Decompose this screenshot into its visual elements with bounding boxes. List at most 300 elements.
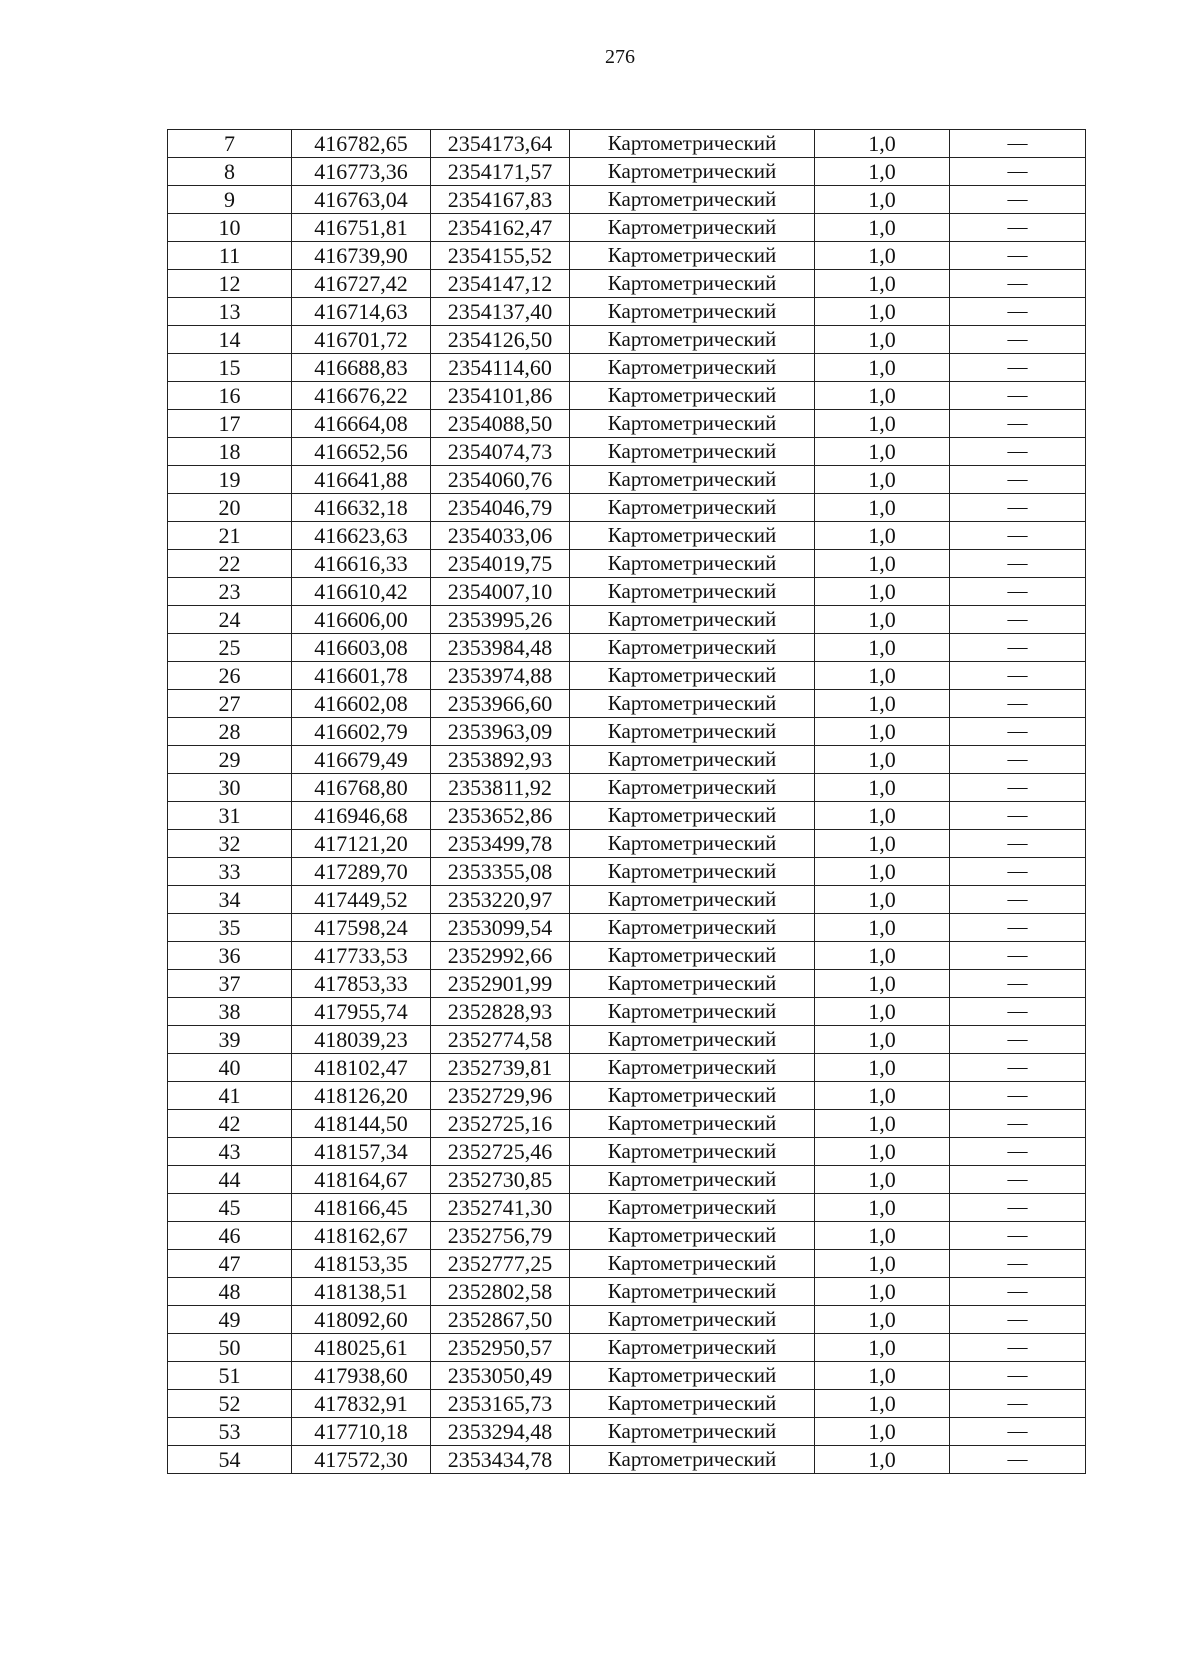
note-dash-cell: —: [950, 1418, 1086, 1446]
point-number-cell: 41: [168, 1082, 292, 1110]
point-number-cell: 27: [168, 690, 292, 718]
point-number-cell: 38: [168, 998, 292, 1026]
point-number-cell: 52: [168, 1390, 292, 1418]
y-coordinate-cell: 2354155,52: [431, 242, 570, 270]
accuracy-cell: 1,0: [815, 1194, 950, 1222]
point-number-cell: 49: [168, 1306, 292, 1334]
note-dash-cell: —: [950, 1026, 1086, 1054]
point-number-cell: 39: [168, 1026, 292, 1054]
x-coordinate-cell: 416606,00: [292, 606, 431, 634]
accuracy-cell: 1,0: [815, 1250, 950, 1278]
note-dash-cell: —: [950, 1110, 1086, 1138]
note-dash-cell: —: [950, 242, 1086, 270]
method-cell: Картометрический: [570, 1390, 815, 1418]
x-coordinate-cell: 416602,08: [292, 690, 431, 718]
accuracy-cell: 1,0: [815, 970, 950, 998]
table-row: [168, 1138, 1086, 1166]
method-cell: Картометрический: [570, 746, 815, 774]
accuracy-cell: 1,0: [815, 1446, 950, 1474]
y-coordinate-cell: 2352992,66: [431, 942, 570, 970]
table-row: [168, 354, 1086, 382]
table-row: [168, 242, 1086, 270]
x-coordinate-cell: 418092,60: [292, 1306, 431, 1334]
x-coordinate-cell: 416616,33: [292, 550, 431, 578]
x-coordinate-cell: 417710,18: [292, 1418, 431, 1446]
point-number-cell: 9: [168, 186, 292, 214]
x-coordinate-cell: 416714,63: [292, 298, 431, 326]
x-coordinate-cell: 416602,79: [292, 718, 431, 746]
table-row: [168, 326, 1086, 354]
note-dash-cell: —: [950, 886, 1086, 914]
x-coordinate-cell: 416652,56: [292, 438, 431, 466]
note-dash-cell: —: [950, 298, 1086, 326]
method-cell: Картометрический: [570, 550, 815, 578]
accuracy-cell: 1,0: [815, 382, 950, 410]
method-cell: Картометрический: [570, 998, 815, 1026]
table-row: [168, 1026, 1086, 1054]
method-cell: Картометрический: [570, 1166, 815, 1194]
x-coordinate-cell: 416739,90: [292, 242, 431, 270]
accuracy-cell: 1,0: [815, 998, 950, 1026]
y-coordinate-cell: 2353050,49: [431, 1362, 570, 1390]
table-row: [168, 522, 1086, 550]
method-cell: Картометрический: [570, 690, 815, 718]
accuracy-cell: 1,0: [815, 326, 950, 354]
method-cell: Картометрический: [570, 466, 815, 494]
accuracy-cell: 1,0: [815, 494, 950, 522]
point-number-cell: 22: [168, 550, 292, 578]
point-number-cell: 54: [168, 1446, 292, 1474]
accuracy-cell: 1,0: [815, 1222, 950, 1250]
table-row: [168, 214, 1086, 242]
x-coordinate-cell: 418126,20: [292, 1082, 431, 1110]
table-row: [168, 1306, 1086, 1334]
y-coordinate-cell: 2353294,48: [431, 1418, 570, 1446]
method-cell: Картометрический: [570, 1082, 815, 1110]
x-coordinate-cell: 416727,42: [292, 270, 431, 298]
y-coordinate-cell: 2352729,96: [431, 1082, 570, 1110]
method-cell: Картометрический: [570, 1306, 815, 1334]
accuracy-cell: 1,0: [815, 298, 950, 326]
method-cell: Картометрический: [570, 858, 815, 886]
table-row: [168, 914, 1086, 942]
y-coordinate-cell: 2352774,58: [431, 1026, 570, 1054]
point-number-cell: 23: [168, 578, 292, 606]
method-cell: Картометрический: [570, 494, 815, 522]
method-cell: Картометрический: [570, 242, 815, 270]
y-coordinate-cell: 2353966,60: [431, 690, 570, 718]
point-number-cell: 29: [168, 746, 292, 774]
y-coordinate-cell: 2354167,83: [431, 186, 570, 214]
method-cell: Картометрический: [570, 718, 815, 746]
table-row: [168, 270, 1086, 298]
method-cell: Картометрический: [570, 802, 815, 830]
accuracy-cell: 1,0: [815, 662, 950, 690]
note-dash-cell: —: [950, 746, 1086, 774]
point-number-cell: 44: [168, 1166, 292, 1194]
note-dash-cell: —: [950, 158, 1086, 186]
table-row: [168, 998, 1086, 1026]
table-row: [168, 1250, 1086, 1278]
point-number-cell: 13: [168, 298, 292, 326]
table-row: [168, 830, 1086, 858]
x-coordinate-cell: 416676,22: [292, 382, 431, 410]
point-number-cell: 7: [168, 130, 292, 158]
table-row: [168, 858, 1086, 886]
x-coordinate-cell: 416603,08: [292, 634, 431, 662]
note-dash-cell: —: [950, 438, 1086, 466]
method-cell: Картометрический: [570, 634, 815, 662]
y-coordinate-cell: 2353892,93: [431, 746, 570, 774]
x-coordinate-cell: 417733,53: [292, 942, 431, 970]
point-number-cell: 10: [168, 214, 292, 242]
x-coordinate-cell: 416688,83: [292, 354, 431, 382]
accuracy-cell: 1,0: [815, 858, 950, 886]
note-dash-cell: —: [950, 522, 1086, 550]
method-cell: Картометрический: [570, 522, 815, 550]
method-cell: Картометрический: [570, 298, 815, 326]
note-dash-cell: —: [950, 1138, 1086, 1166]
y-coordinate-cell: 2354046,79: [431, 494, 570, 522]
point-number-cell: 17: [168, 410, 292, 438]
point-number-cell: 46: [168, 1222, 292, 1250]
table-row: [168, 606, 1086, 634]
note-dash-cell: —: [950, 998, 1086, 1026]
table-row: [168, 774, 1086, 802]
method-cell: Картометрический: [570, 1446, 815, 1474]
method-cell: Картометрический: [570, 1026, 815, 1054]
y-coordinate-cell: 2354126,50: [431, 326, 570, 354]
point-number-cell: 11: [168, 242, 292, 270]
y-coordinate-cell: 2353974,88: [431, 662, 570, 690]
table-row: [168, 634, 1086, 662]
method-cell: Картометрический: [570, 886, 815, 914]
table-row: [168, 1166, 1086, 1194]
x-coordinate-cell: 416701,72: [292, 326, 431, 354]
method-cell: Картометрический: [570, 354, 815, 382]
x-coordinate-cell: 416768,80: [292, 774, 431, 802]
y-coordinate-cell: 2353165,73: [431, 1390, 570, 1418]
accuracy-cell: 1,0: [815, 914, 950, 942]
x-coordinate-cell: 417938,60: [292, 1362, 431, 1390]
y-coordinate-cell: 2352756,79: [431, 1222, 570, 1250]
x-coordinate-cell: 416601,78: [292, 662, 431, 690]
table-row: [168, 662, 1086, 690]
accuracy-cell: 1,0: [815, 186, 950, 214]
table-row: [168, 1390, 1086, 1418]
y-coordinate-cell: 2354007,10: [431, 578, 570, 606]
point-number-cell: 24: [168, 606, 292, 634]
note-dash-cell: —: [950, 970, 1086, 998]
y-coordinate-cell: 2353984,48: [431, 634, 570, 662]
x-coordinate-cell: 416623,63: [292, 522, 431, 550]
page-number: 276: [605, 46, 635, 68]
accuracy-cell: 1,0: [815, 1278, 950, 1306]
x-coordinate-cell: 417955,74: [292, 998, 431, 1026]
point-number-cell: 8: [168, 158, 292, 186]
accuracy-cell: 1,0: [815, 438, 950, 466]
note-dash-cell: —: [950, 270, 1086, 298]
y-coordinate-cell: 2354162,47: [431, 214, 570, 242]
note-dash-cell: —: [950, 130, 1086, 158]
y-coordinate-cell: 2352901,99: [431, 970, 570, 998]
x-coordinate-cell: 417572,30: [292, 1446, 431, 1474]
note-dash-cell: —: [950, 1334, 1086, 1362]
x-coordinate-cell: 417289,70: [292, 858, 431, 886]
table-row: [168, 1194, 1086, 1222]
note-dash-cell: —: [950, 326, 1086, 354]
accuracy-cell: 1,0: [815, 522, 950, 550]
point-number-cell: 50: [168, 1334, 292, 1362]
table-row: [168, 466, 1086, 494]
y-coordinate-cell: 2353099,54: [431, 914, 570, 942]
y-coordinate-cell: 2354088,50: [431, 410, 570, 438]
note-dash-cell: —: [950, 662, 1086, 690]
y-coordinate-cell: 2354101,86: [431, 382, 570, 410]
table-row: [168, 578, 1086, 606]
table-row: [168, 1362, 1086, 1390]
table-row: [168, 1334, 1086, 1362]
table-row: [168, 1278, 1086, 1306]
table-row: [168, 494, 1086, 522]
point-number-cell: 51: [168, 1362, 292, 1390]
table-row: [168, 1054, 1086, 1082]
x-coordinate-cell: 416763,04: [292, 186, 431, 214]
method-cell: Картометрический: [570, 1110, 815, 1138]
accuracy-cell: 1,0: [815, 634, 950, 662]
x-coordinate-cell: 418157,34: [292, 1138, 431, 1166]
accuracy-cell: 1,0: [815, 214, 950, 242]
note-dash-cell: —: [950, 214, 1086, 242]
point-number-cell: 19: [168, 466, 292, 494]
accuracy-cell: 1,0: [815, 1054, 950, 1082]
point-number-cell: 35: [168, 914, 292, 942]
table-row: [168, 718, 1086, 746]
accuracy-cell: 1,0: [815, 242, 950, 270]
x-coordinate-cell: 416782,65: [292, 130, 431, 158]
accuracy-cell: 1,0: [815, 410, 950, 438]
note-dash-cell: —: [950, 690, 1086, 718]
x-coordinate-cell: 417449,52: [292, 886, 431, 914]
x-coordinate-cell: 416632,18: [292, 494, 431, 522]
method-cell: Картометрический: [570, 1138, 815, 1166]
x-coordinate-cell: 418025,61: [292, 1334, 431, 1362]
point-number-cell: 20: [168, 494, 292, 522]
note-dash-cell: —: [950, 774, 1086, 802]
accuracy-cell: 1,0: [815, 354, 950, 382]
x-coordinate-cell: 416751,81: [292, 214, 431, 242]
table-row: [168, 1082, 1086, 1110]
table-row: [168, 186, 1086, 214]
accuracy-cell: 1,0: [815, 1138, 950, 1166]
point-number-cell: 26: [168, 662, 292, 690]
note-dash-cell: —: [950, 1194, 1086, 1222]
method-cell: Картометрический: [570, 774, 815, 802]
note-dash-cell: —: [950, 1362, 1086, 1390]
table-row: [168, 158, 1086, 186]
method-cell: Картометрический: [570, 1278, 815, 1306]
point-number-cell: 18: [168, 438, 292, 466]
point-number-cell: 43: [168, 1138, 292, 1166]
y-coordinate-cell: 2352777,25: [431, 1250, 570, 1278]
note-dash-cell: —: [950, 382, 1086, 410]
y-coordinate-cell: 2353434,78: [431, 1446, 570, 1474]
y-coordinate-cell: 2354060,76: [431, 466, 570, 494]
y-coordinate-cell: 2354137,40: [431, 298, 570, 326]
note-dash-cell: —: [950, 1306, 1086, 1334]
method-cell: Картометрический: [570, 382, 815, 410]
y-coordinate-cell: 2353355,08: [431, 858, 570, 886]
y-coordinate-cell: 2352828,93: [431, 998, 570, 1026]
accuracy-cell: 1,0: [815, 578, 950, 606]
table-row: [168, 410, 1086, 438]
method-cell: Картометрический: [570, 1222, 815, 1250]
method-cell: Картометрический: [570, 914, 815, 942]
accuracy-cell: 1,0: [815, 270, 950, 298]
accuracy-cell: 1,0: [815, 942, 950, 970]
note-dash-cell: —: [950, 1446, 1086, 1474]
note-dash-cell: —: [950, 550, 1086, 578]
point-number-cell: 12: [168, 270, 292, 298]
note-dash-cell: —: [950, 858, 1086, 886]
method-cell: Картометрический: [570, 410, 815, 438]
y-coordinate-cell: 2354033,06: [431, 522, 570, 550]
point-number-cell: 34: [168, 886, 292, 914]
point-number-cell: 36: [168, 942, 292, 970]
x-coordinate-cell: 418166,45: [292, 1194, 431, 1222]
x-coordinate-cell: 417832,91: [292, 1390, 431, 1418]
point-number-cell: 15: [168, 354, 292, 382]
x-coordinate-cell: 417121,20: [292, 830, 431, 858]
accuracy-cell: 1,0: [815, 830, 950, 858]
table-row: [168, 970, 1086, 998]
y-coordinate-cell: 2354147,12: [431, 270, 570, 298]
y-coordinate-cell: 2352741,30: [431, 1194, 570, 1222]
method-cell: Картометрический: [570, 1054, 815, 1082]
method-cell: Картометрический: [570, 1334, 815, 1362]
note-dash-cell: —: [950, 1222, 1086, 1250]
note-dash-cell: —: [950, 802, 1086, 830]
point-number-cell: 37: [168, 970, 292, 998]
table-row: [168, 1446, 1086, 1474]
method-cell: Картометрический: [570, 214, 815, 242]
point-number-cell: 40: [168, 1054, 292, 1082]
note-dash-cell: —: [950, 578, 1086, 606]
accuracy-cell: 1,0: [815, 1026, 950, 1054]
x-coordinate-cell: 418162,67: [292, 1222, 431, 1250]
y-coordinate-cell: 2352802,58: [431, 1278, 570, 1306]
method-cell: Картометрический: [570, 438, 815, 466]
note-dash-cell: —: [950, 634, 1086, 662]
point-number-cell: 25: [168, 634, 292, 662]
accuracy-cell: 1,0: [815, 1306, 950, 1334]
y-coordinate-cell: 2352739,81: [431, 1054, 570, 1082]
note-dash-cell: —: [950, 354, 1086, 382]
note-dash-cell: —: [950, 466, 1086, 494]
method-cell: Картометрический: [570, 326, 815, 354]
x-coordinate-cell: 418164,67: [292, 1166, 431, 1194]
accuracy-cell: 1,0: [815, 1166, 950, 1194]
accuracy-cell: 1,0: [815, 1082, 950, 1110]
x-coordinate-cell: 418138,51: [292, 1278, 431, 1306]
method-cell: Картометрический: [570, 1418, 815, 1446]
y-coordinate-cell: 2352730,85: [431, 1166, 570, 1194]
x-coordinate-cell: 417598,24: [292, 914, 431, 942]
note-dash-cell: —: [950, 914, 1086, 942]
note-dash-cell: —: [950, 942, 1086, 970]
method-cell: Картометрический: [570, 1362, 815, 1390]
table-row: [168, 298, 1086, 326]
note-dash-cell: —: [950, 494, 1086, 522]
x-coordinate-cell: 416946,68: [292, 802, 431, 830]
x-coordinate-cell: 416664,08: [292, 410, 431, 438]
method-cell: Картометрический: [570, 942, 815, 970]
point-number-cell: 42: [168, 1110, 292, 1138]
method-cell: Картометрический: [570, 130, 815, 158]
accuracy-cell: 1,0: [815, 774, 950, 802]
coordinates-table-body: [168, 130, 1086, 1474]
point-number-cell: 16: [168, 382, 292, 410]
point-number-cell: 45: [168, 1194, 292, 1222]
y-coordinate-cell: 2354019,75: [431, 550, 570, 578]
method-cell: Картометрический: [570, 1194, 815, 1222]
x-coordinate-cell: 418102,47: [292, 1054, 431, 1082]
x-coordinate-cell: 418039,23: [292, 1026, 431, 1054]
point-number-cell: 28: [168, 718, 292, 746]
accuracy-cell: 1,0: [815, 1110, 950, 1138]
accuracy-cell: 1,0: [815, 158, 950, 186]
note-dash-cell: —: [950, 1054, 1086, 1082]
table-row: [168, 550, 1086, 578]
note-dash-cell: —: [950, 1250, 1086, 1278]
y-coordinate-cell: 2354114,60: [431, 354, 570, 382]
point-number-cell: 48: [168, 1278, 292, 1306]
point-number-cell: 47: [168, 1250, 292, 1278]
y-coordinate-cell: 2352867,50: [431, 1306, 570, 1334]
table-row: [168, 438, 1086, 466]
table-row: [168, 746, 1086, 774]
table-row: [168, 942, 1086, 970]
accuracy-cell: 1,0: [815, 802, 950, 830]
note-dash-cell: —: [950, 1278, 1086, 1306]
point-number-cell: 33: [168, 858, 292, 886]
point-number-cell: 32: [168, 830, 292, 858]
note-dash-cell: —: [950, 1082, 1086, 1110]
note-dash-cell: —: [950, 718, 1086, 746]
x-coordinate-cell: 416641,88: [292, 466, 431, 494]
point-number-cell: 30: [168, 774, 292, 802]
y-coordinate-cell: 2353995,26: [431, 606, 570, 634]
y-coordinate-cell: 2354171,57: [431, 158, 570, 186]
table-row: [168, 802, 1086, 830]
table-row: [168, 382, 1086, 410]
accuracy-cell: 1,0: [815, 1418, 950, 1446]
note-dash-cell: —: [950, 830, 1086, 858]
y-coordinate-cell: 2353652,86: [431, 802, 570, 830]
accuracy-cell: 1,0: [815, 886, 950, 914]
y-coordinate-cell: 2353811,92: [431, 774, 570, 802]
point-number-cell: 21: [168, 522, 292, 550]
note-dash-cell: —: [950, 410, 1086, 438]
y-coordinate-cell: 2353499,78: [431, 830, 570, 858]
x-coordinate-cell: 417853,33: [292, 970, 431, 998]
note-dash-cell: —: [950, 606, 1086, 634]
table-row: [168, 886, 1086, 914]
point-number-cell: 14: [168, 326, 292, 354]
y-coordinate-cell: 2353963,09: [431, 718, 570, 746]
accuracy-cell: 1,0: [815, 718, 950, 746]
note-dash-cell: —: [950, 1166, 1086, 1194]
